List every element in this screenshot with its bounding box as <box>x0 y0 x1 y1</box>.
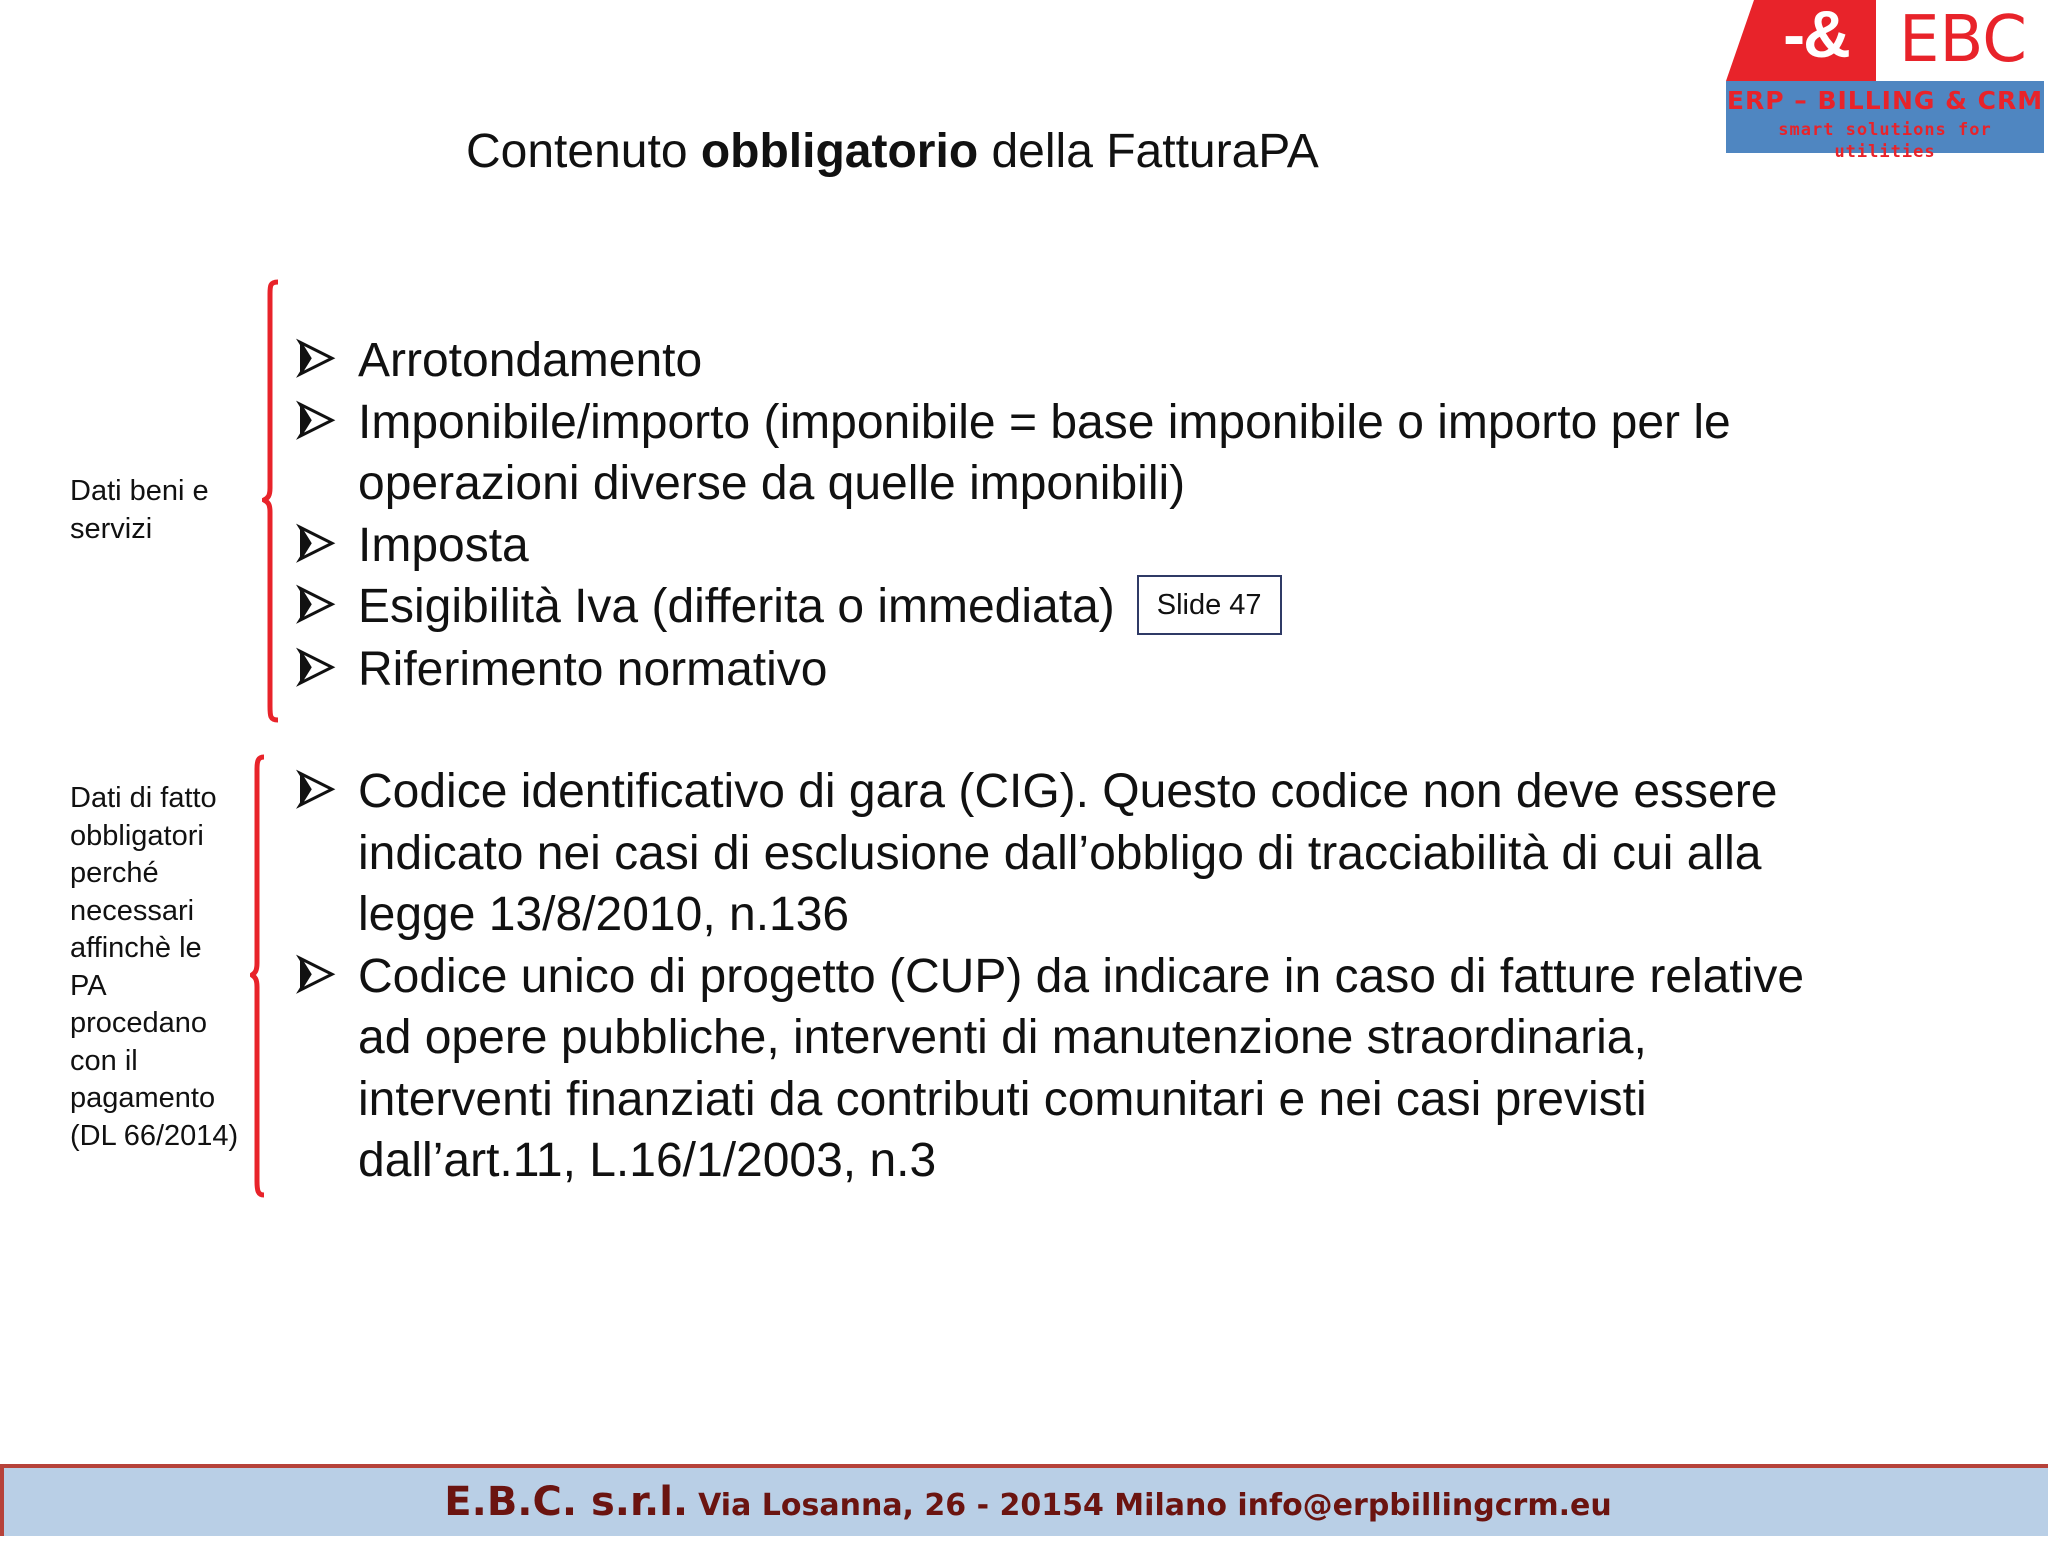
list-item <box>296 576 1816 639</box>
footer-company: E.B.C. s.r.l. <box>444 1479 689 1525</box>
curly-bracket-icon <box>262 278 286 724</box>
logo-band <box>1726 81 2044 162</box>
title-prefix: Contenuto <box>466 125 701 178</box>
footer-bar <box>0 1464 2048 1536</box>
footer-address: Via Losanna, 26 - 20154 Milano info@erpbillingcrm.eu <box>698 1488 1612 1523</box>
list-item-text: Esigibilità Iva (differita o immediata) <box>358 580 1115 633</box>
arrowhead-bullet-icon <box>296 392 336 454</box>
footer-text <box>4 1468 2048 1536</box>
list-item <box>296 639 1816 701</box>
list-item <box>296 946 1816 1192</box>
arrowhead-bullet-icon <box>296 515 336 577</box>
ebc-logo <box>1726 0 2044 162</box>
list-item <box>296 515 1816 577</box>
title-bold: obbligatorio <box>700 125 979 178</box>
list-item-text: Arrotondamento <box>358 334 703 387</box>
arrowhead-bullet-icon <box>296 576 336 638</box>
slide-reference-box[interactable]: Slide 47 <box>1137 575 1282 635</box>
section-b-list <box>296 761 1816 1192</box>
list-item-text: Riferimento normativo <box>358 643 828 697</box>
list-item-text: Imponibile/importo (imponibile = base imponibile o importo per le operazioni diverse da quelle imponibili) <box>358 395 1731 510</box>
arrowhead-bullet-icon <box>296 639 336 701</box>
list-item-text: Imposta <box>358 518 529 572</box>
logo-tagline: ERP – BILLING & CRM <box>1726 86 2044 115</box>
list-item <box>296 761 1816 946</box>
list-item <box>296 330 1816 392</box>
section-a-list <box>296 330 1816 701</box>
section-a-label: Dati beni e servizi <box>70 475 209 545</box>
list-item-text: Codice unico di progetto (CUP) da indicare in caso di fatture relative ad opere pubbliche, interventi di manutenzione straordinaria, interventi finanziati da contributi comunitari e nei casi previsti dall’art.11, L.16/1/2003, n.3 <box>358 949 1805 1187</box>
logo-subtagline: smart solutions for utilities <box>1778 120 1992 162</box>
arrowhead-bullet-icon <box>296 946 336 1008</box>
arrowhead-bullet-icon <box>296 330 336 392</box>
logo-brand: EBC <box>1899 3 2027 77</box>
logo-top <box>1726 0 2044 81</box>
logo-ampersand: -& <box>1783 0 1849 71</box>
curly-bracket-icon <box>250 753 272 1199</box>
title-suffix: della FatturaPA <box>978 125 1319 178</box>
arrowhead-bullet-icon <box>296 761 336 823</box>
list-item-text: Codice identificativo di gara (CIG). Questo codice non deve essere indicato nei casi di esclusione dall’obbligo di tracciabilità di cui alla legge 13/8/2010, n.136 <box>358 765 1778 941</box>
section-b-label: Dati di fatto obbligatori perché necessari affinchè le PA procedano con il pagamento (DL 66/2014) <box>70 782 239 1152</box>
slide-title <box>466 120 1466 184</box>
list-item <box>296 392 1816 515</box>
